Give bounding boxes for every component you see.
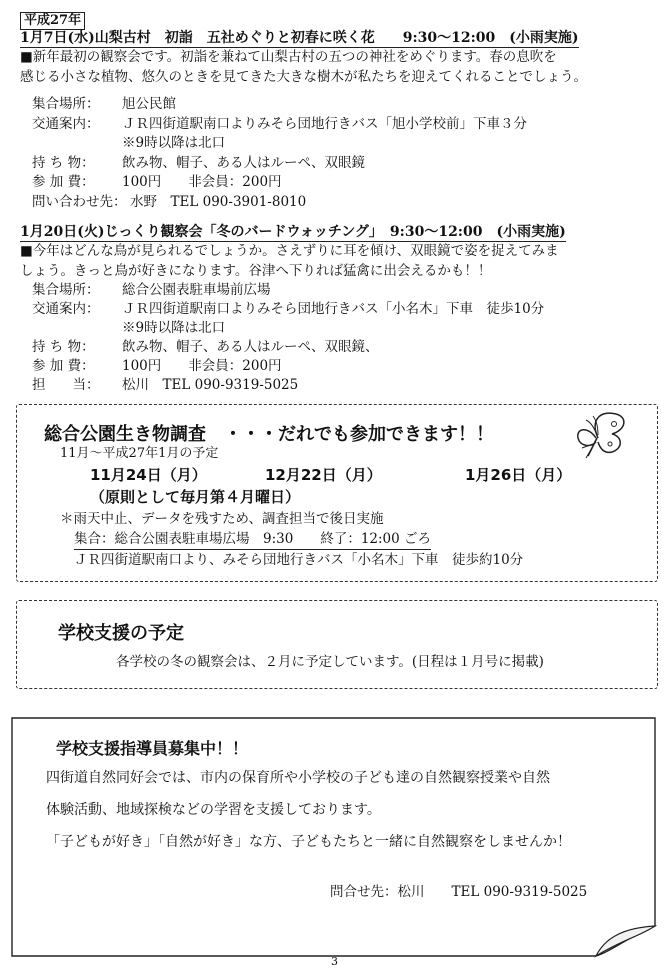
- page-number: 3: [331, 955, 338, 968]
- event2-meeting-place: 集合場所： 総合公園表駐車場前広場: [32, 282, 271, 298]
- event1-desc-line1: ■新年最初の観察会です。初詣を兼ねて山梨古村の五つの神社をめぐります。春の息吹を: [20, 49, 557, 65]
- event1-desc-line2: 感じる小さな植物、悠久のときを見てきた大きな樹木が私たちを迎えてくれることでしょう。: [20, 69, 587, 85]
- survey-date-1: 11月24日（月）: [90, 466, 207, 484]
- survey-meet: 集合：総合公園表駐車場広場 9:30 終了：12:00 ごろ: [74, 530, 431, 550]
- event2-items: 持 ち 物： 飲み物、帽子、ある人はルーペ、双眼鏡、: [32, 339, 379, 355]
- recruit-line-1: 四街道自然同好会では、市内の保育所や小学校の子ども達の自然観察授業や自然: [46, 770, 550, 786]
- survey-access: ＪＲ四街道駅南口より、みそら団地行きバス「小名木」下車 徒歩約10分: [74, 552, 524, 568]
- survey-date-2: 12月22日（月）: [265, 466, 382, 484]
- survey-date-3: 1月26日（月）: [465, 466, 572, 484]
- event2-desc-line1: ■今年はどんな鳥が見られるでしょうか。さえずりに耳を傾け、双眼鏡で姿を捉えてみま: [20, 243, 559, 259]
- event2-access: 交通案内： ＪＲ四街道駅南口よりみそら団地行きバス「小名木」下車 徒歩10分: [32, 301, 545, 317]
- event2-desc-line2: しょう。きっと鳥が好きになります。谷津へ下りれば猛禽に出会えるかも！！: [20, 263, 492, 279]
- event1-contact: 問い合わせ先： 水野 TEL 090-3901-8010: [32, 194, 307, 210]
- survey-note: ＊雨天中止、データを残すため、調査担当で後日実施: [60, 511, 384, 527]
- event1-header: 1月7日(水)山梨古村 初詣 五社めぐりと初春に咲く花 9:30～12:00 (小雨実施): [20, 30, 579, 46]
- era-label: 平成27年: [20, 12, 85, 30]
- event1-meeting-place: 集合場所： 旭公民館: [32, 96, 176, 112]
- survey-period: 11月～平成27年1月の予定: [60, 446, 219, 461]
- survey-title: 総合公園生き物調査 ・・・だれでも参加できます！！: [44, 424, 494, 445]
- event2-header: 1月20日(火)じっくり観察会「冬のバードウォッチング」 9:30～12:00 (小雨実施): [20, 224, 566, 240]
- recruit-contact: 問合せ先：松川 TEL 090-9319-5025: [330, 884, 588, 900]
- recruit-line-3: 「子どもが好き」「自然が好き」な方、子どもたちと一緒に自然観察をしませんか！: [46, 834, 571, 850]
- recruit-line-2: 体験活動、地域探検などの学習を支援しております。: [46, 802, 381, 818]
- event1-items: 持 ち 物： 飲み物、帽子、ある人はルーペ、双眼鏡: [32, 155, 365, 171]
- recruit-title: 学校支援指導員募集中！！: [56, 739, 249, 758]
- event1-fee: 参 加 費： 100円 非会員：200円: [32, 174, 282, 190]
- survey-rule: （原則として毎月第４月曜日）: [90, 488, 301, 506]
- school-text: 各学校の冬の観察会は、２月に予定しています。(日程は１月号に掲載): [116, 654, 544, 670]
- event2-fee: 参 加 費： 100円 非会員：200円: [32, 358, 282, 374]
- event1-access-note: ※9時以降は北口: [122, 135, 226, 151]
- event2-access-note: ※9時以降は北口: [122, 320, 226, 336]
- butterfly-icon: [560, 408, 634, 466]
- event1-access: 交通案内： ＪＲ四街道駅南口よりみそら団地行きバス「旭小学校前」下車３分: [32, 116, 527, 132]
- event2-contact: 担 当： 松川 TEL 090-9319-5025: [32, 377, 299, 393]
- school-title: 学校支援の予定: [58, 623, 184, 644]
